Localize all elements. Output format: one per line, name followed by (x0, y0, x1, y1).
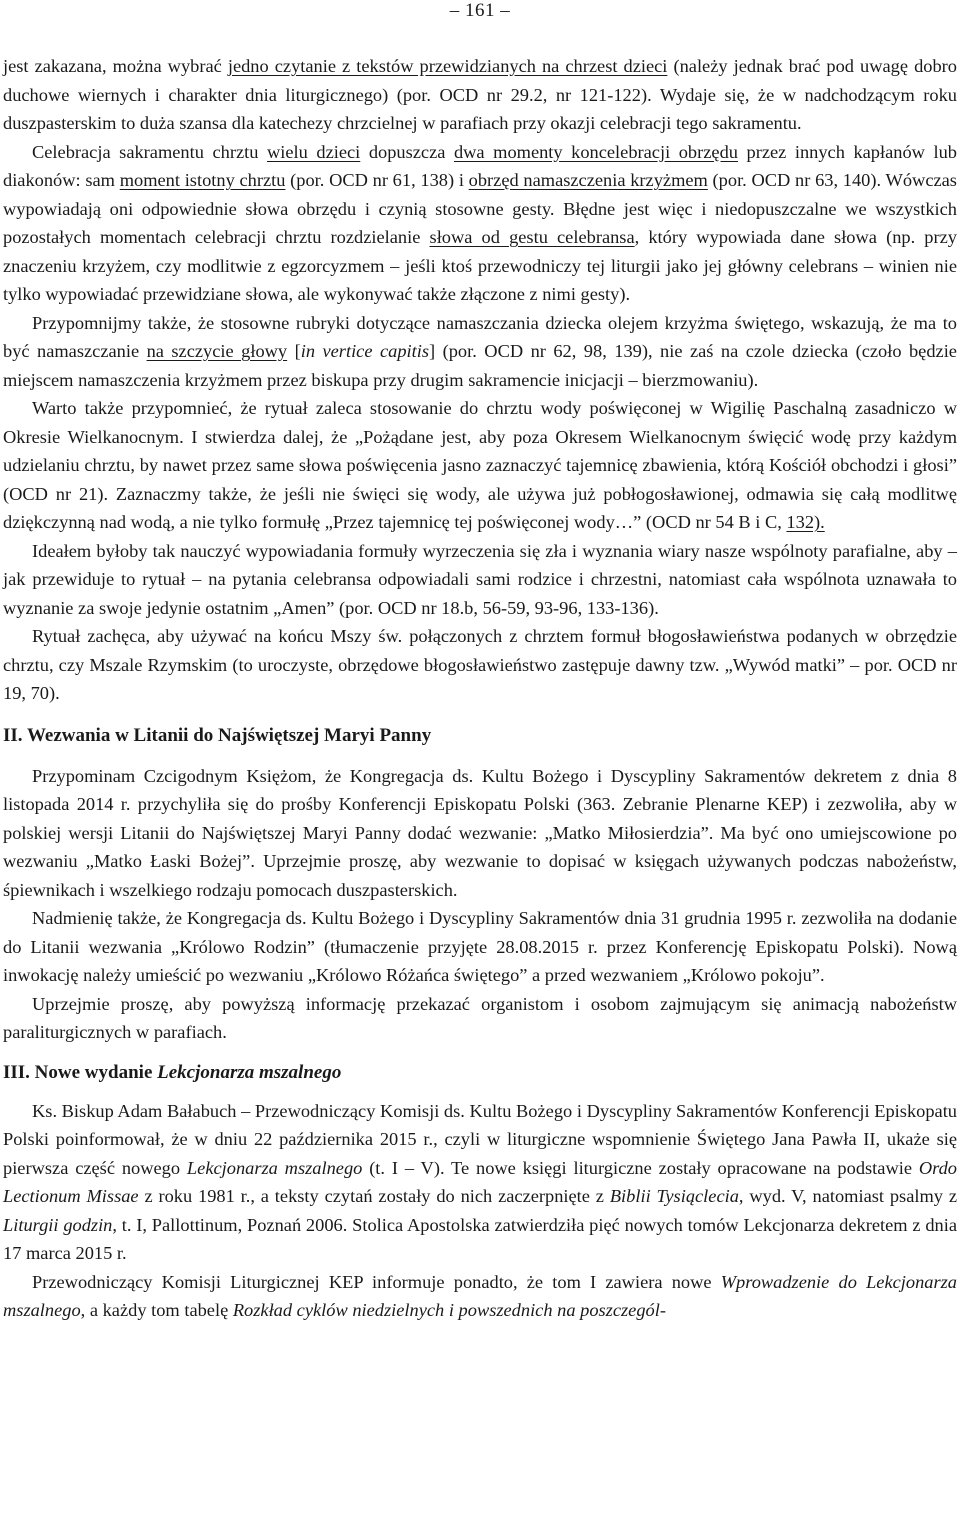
underlined-text: wielu dzieci (266, 141, 361, 162)
text-run: (t. I – V). Te nowe księgi liturgiczne zostały opracowane na podstawie (362, 1157, 919, 1178)
italic-text: in vertice capitis (300, 341, 430, 361)
italic-text: Liturgii godzin (3, 1214, 113, 1235)
text-run: przez innych kapłanów lub diakonów: sam (3, 141, 957, 190)
text-run: Ks. Biskup Adam Bałabuch – Przewodniczący Komisji ds. Kultu Bożego i Dyscypliny Sakramentów Konferencji Episkopatu Polski poinformował, że w dniu 22 października 2015 r., czyli w liturgiczne wspomnienie Świętego Jana Pawła II, ukaże się pierwsza część nowego (3, 1100, 957, 1178)
text-run: , a każdy tom tabelę (80, 1300, 233, 1320)
underlined-text: na szczycie głowy (146, 341, 288, 361)
paragraph-introduction (3, 1268, 957, 1325)
page-number: – 161 – (449, 0, 511, 21)
italic-text: Ordo Lectionum Missae (3, 1157, 957, 1206)
italic-text: Wprowadzenie do Lekcjonarza mszalnego (3, 1271, 957, 1320)
paragraph-blessing: Rytuał zachęca, aby używać na końcu Mszy św. połączonych z chrztem formuł błogosławieństwa podanych w obrzędzie chrztu, czy Mszale Rzymskim (to uroczyste, obrzędowe błogosławieństwo zastępuje dawny tzw. „Wywód matki” – por. OCD nr 19, 70). (3, 626, 957, 703)
paragraph-renunciation: Ideałem byłoby tak nauczyć wypowiadania formuły wyrzeczenia się zła i wyznania wiary nasze wspólnoty parafialne, aby – jak przewiduje to rytuał – na pytania celebransa odpowiadali sami rodzice i chrzestni, natomiast cała wspólnota uznawała to wyznanie za swoje jedynie ostatnim „Amen” (por. OCD nr 18.b, 56-59, 93-96, 133-136). (3, 540, 957, 618)
text-run: jest zakazana, można wybrać (3, 56, 228, 76)
underlined-text: obrzęd namaszczenia krzyżmem (468, 170, 708, 190)
text-run: (należy jednak brać pod uwagę dobro duchowe wiernych i charakter dnia liturgicznego) (por. OCD nr 29.2, nr 121-122). Wydaje się, że w nadchodzącym roku duszpasterskim to duża szansa dla katechezy chrzcielnej w parafiach przy okazji celebracji tego sakramentu. (3, 56, 957, 133)
italic-text: Biblii Tysiąclecia (609, 1186, 739, 1206)
paragraph-new-lectionary (3, 1097, 957, 1268)
text-run: , t. I, Pallottinum, Poznań 2006. Stolica Apostolska zatwierdziła pięć nowych tomów Lekcjonarza dekretem z dnia 17 marca 2015 r. (3, 1214, 957, 1263)
section-heading-lectionary (3, 1059, 957, 1087)
text-run: Celebracja sakramentu chrztu (32, 141, 267, 162)
italic-text: Rozkład cyklów niedzielnych i powszednich na poszczegól- (232, 1300, 666, 1320)
text-run: Warto także przypomnieć, że rytuał zaleca stosowanie do chrztu wody poświęconej w Wigilię Paschalną zasadniczo w Okresie Wielkanocnym. I stwierdza dalej, że „Pożądane jest, aby poza Okresem Wielkanocnym święcić wodę przy każdym udzielaniu chrztu, by nawet przez same słowa poświęcenia jasno zaznaczyć tajemnicę zbawienia, którą Kościół obchodzi i głosi” (OCD nr 21). Zaznaczmy także, że jeśli nie święci się wody, ale używa już pobłogosławionej, odmawia się całą modlitwę dziękczynną nad wodą, a nie tylko formułę „Przez tajemnicę tej poświęconej wody…” (OCD nr 54 B i C, (3, 398, 957, 532)
paragraph-readings (3, 52, 957, 138)
text-run: (por. OCD nr 63, 140). Wówczas wypowiadają oni odpowiednie słowa obrzędu i czynią stosowne gesty. Błędne jest więc i niedopuszczalne we wszystkich pozostałych momentach celebracji chrztu rozdzielanie (3, 170, 957, 247)
paragraph-concelebration (3, 138, 957, 309)
text-run: z roku 1981 r., a teksty czytań zostały do nich zaczerpnięte z (138, 1186, 610, 1206)
italic-text: Lekcjonarza mszalnego (157, 1061, 342, 1083)
text-run: [ (287, 341, 301, 361)
text-run: (por. OCD nr 61, 138) i (285, 170, 469, 190)
text-run: , który wypowiada dane słowa (np. przy znaczeniu krzyżem, czy modlitwie z egzorcyzmem – jeśli ktoś przewodniczy tej liturgii jako jej główny celebrans – winien nie tylko wypowiadać przewidziane słowa, ale wykonywać także złączone z nimi gesty). (3, 227, 957, 304)
text-run: dopuszcza (360, 141, 454, 162)
italic-text: Lekcjonarza mszalnego (186, 1157, 363, 1178)
page-body (3, 52, 957, 1325)
text-run: Przypomnijmy także, że stosowne rubryki dotyczące namaszczania dziecka olejem krzyżma świętego, wskazują, że ma to być namaszczanie (3, 312, 957, 361)
paragraph-organists: Uprzejmie proszę, aby powyższą informację przekazać organistom i osobom zajmującym się animacją nabożeństw paraliturgicznych w parafiach. (3, 993, 957, 1042)
underlined-text: jedno czytanie z tekstów przewidzianych na chrzest dzieci (227, 56, 668, 76)
text-run: , wyd. V, natomiast psalmy z (738, 1186, 957, 1206)
text-run: III. Nowe wydanie (3, 1061, 158, 1083)
underlined-text: słowa od gestu celebransa (429, 227, 635, 247)
text-run: Przewodniczący Komisji Liturgicznej KEP informuje ponadto, że tom I zawiera nowe (32, 1271, 721, 1292)
underlined-text: 132). (786, 512, 825, 532)
underlined-text: dwa momenty koncelebracji obrzędu (453, 141, 738, 162)
paragraph-mother-of-mercy: Przypominam Czcigodnym Księżom, że Kongregacja ds. Kultu Bożego i Dyscypliny Sakramentów dekretem z dnia 8 listopada 2014 r. przychyliła się do prośby Konferencji Episkopatu Polski (363. Zebranie Plenarne KEP) i zezwoliła, aby w polskiej wersji Litanii do Najświętszej Maryi Panny dodać wezwanie: „Matko Miłosierdzia”. Ma być ono umiejscowione po wezwaniu „Matko Łaski Bożej”. Uprzejmie proszę, aby wezwanie to dopisać w księgach używanych podczas nabożeństw, śpiewnikach i wszelkiego rodzaju pomocach duszpasterskich. (3, 765, 957, 900)
section-heading-litany: II. Wezwania w Litanii do Najświętszej Maryi Panny (3, 724, 432, 746)
paragraph-queen-of-families: Nadmienię także, że Kongregacja ds. Kultu Bożego i Dyscypliny Sakramentów dnia 31 grudnia 1995 r. zezwoliła na dodanie do Litanii wezwania „Królowo Rodzin” (tłumaczenie przyjęte 28.08.2015 r. przez Konferencję Episkopatu Polski). Nową inwokację należy umieścić po wezwaniu „Królowo Różańca świętego” a przed wezwaniem „Królowo pokoju”. (3, 908, 957, 985)
paragraph-anointing (3, 309, 957, 395)
underlined-text: moment istotny chrztu (119, 170, 286, 190)
paragraph-water (3, 394, 957, 537)
text-run: ] (por. OCD nr 62, 98, 139), nie zaś na czole dziecka (czoło będzie miejscem namaszczenia krzyżmem przez biskupa przy drugim sakramencie inicjacji – bierzmowaniu). (3, 341, 957, 390)
